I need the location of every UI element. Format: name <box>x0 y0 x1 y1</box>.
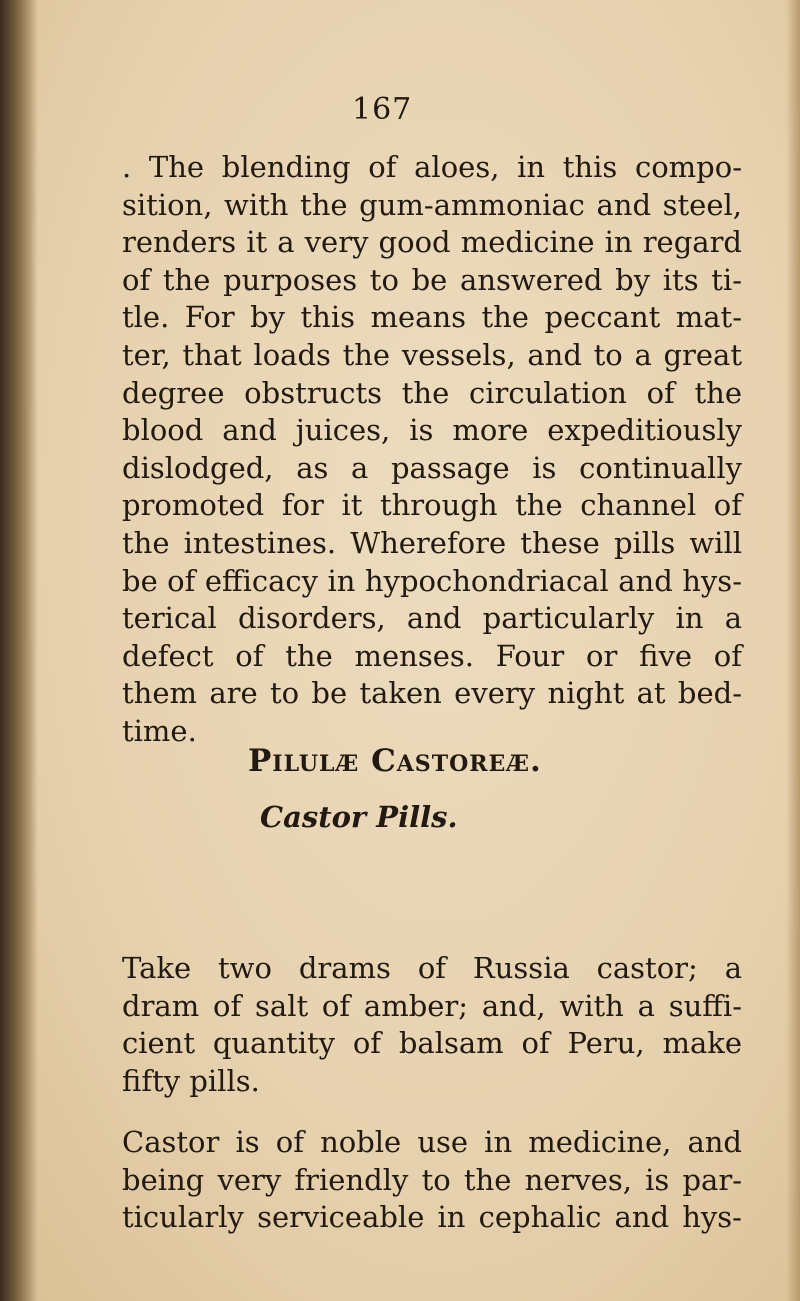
text-line: ticularly serviceable in cephalic and hys- <box>122 1200 742 1235</box>
text-line: the intestines. Wherefore these pills will <box>122 525 742 560</box>
text-line: degree obstructs the circulation of the <box>122 375 742 410</box>
text-line: Castor is of noble use in medicine, and <box>122 1125 742 1159</box>
recipe-latin-title: Pilulæ Castoreæ. <box>248 743 542 779</box>
text-line: terical disorders, and particularly in a <box>122 601 742 636</box>
paragraph-castor <box>122 1124 742 1237</box>
text-line: Take two drams of Russia castor; a <box>122 951 742 985</box>
text-line: blood and juices, is more expeditiously <box>122 413 742 448</box>
text-line: dislodged, as a passage is continually <box>122 450 742 485</box>
text-line: ter, that loads the vessels, and to a great <box>122 337 742 372</box>
text-line: them are to be taken every night at bed- <box>122 676 742 711</box>
text-line: renders it a very good medicine in regard <box>122 225 742 260</box>
page-edge <box>786 0 800 1301</box>
text-line: tle. For by this means the peccant mat- <box>122 300 742 335</box>
page-number: 167 <box>352 92 413 127</box>
text-line: being very friendly to the nerves, is par- <box>122 1162 742 1197</box>
text-line: time. <box>122 713 197 748</box>
paragraph-recipe <box>122 950 742 1100</box>
book-gutter <box>0 0 38 1301</box>
text-line: cient quantity of balsam of Peru, make <box>122 1026 742 1061</box>
text-line: of the purposes to be answered by its ti- <box>122 262 742 297</box>
text-line: promoted for it through the channel of <box>122 488 742 523</box>
text-line: defect of the menses. Four or five of <box>122 638 742 673</box>
text-line: sition, with the gum-ammoniac and steel, <box>122 187 742 222</box>
text-line: fifty pills. <box>122 1063 260 1098</box>
paragraph-aloes <box>122 149 742 751</box>
text-line: be of efficacy in hypochondriacal and hys- <box>122 563 742 598</box>
recipe-english-title: Castor Pills. <box>260 800 458 834</box>
text-line: . The blending of aloes, in this compo- <box>122 150 742 184</box>
text-line: dram of salt of amber; and, with a suffi- <box>122 988 742 1023</box>
